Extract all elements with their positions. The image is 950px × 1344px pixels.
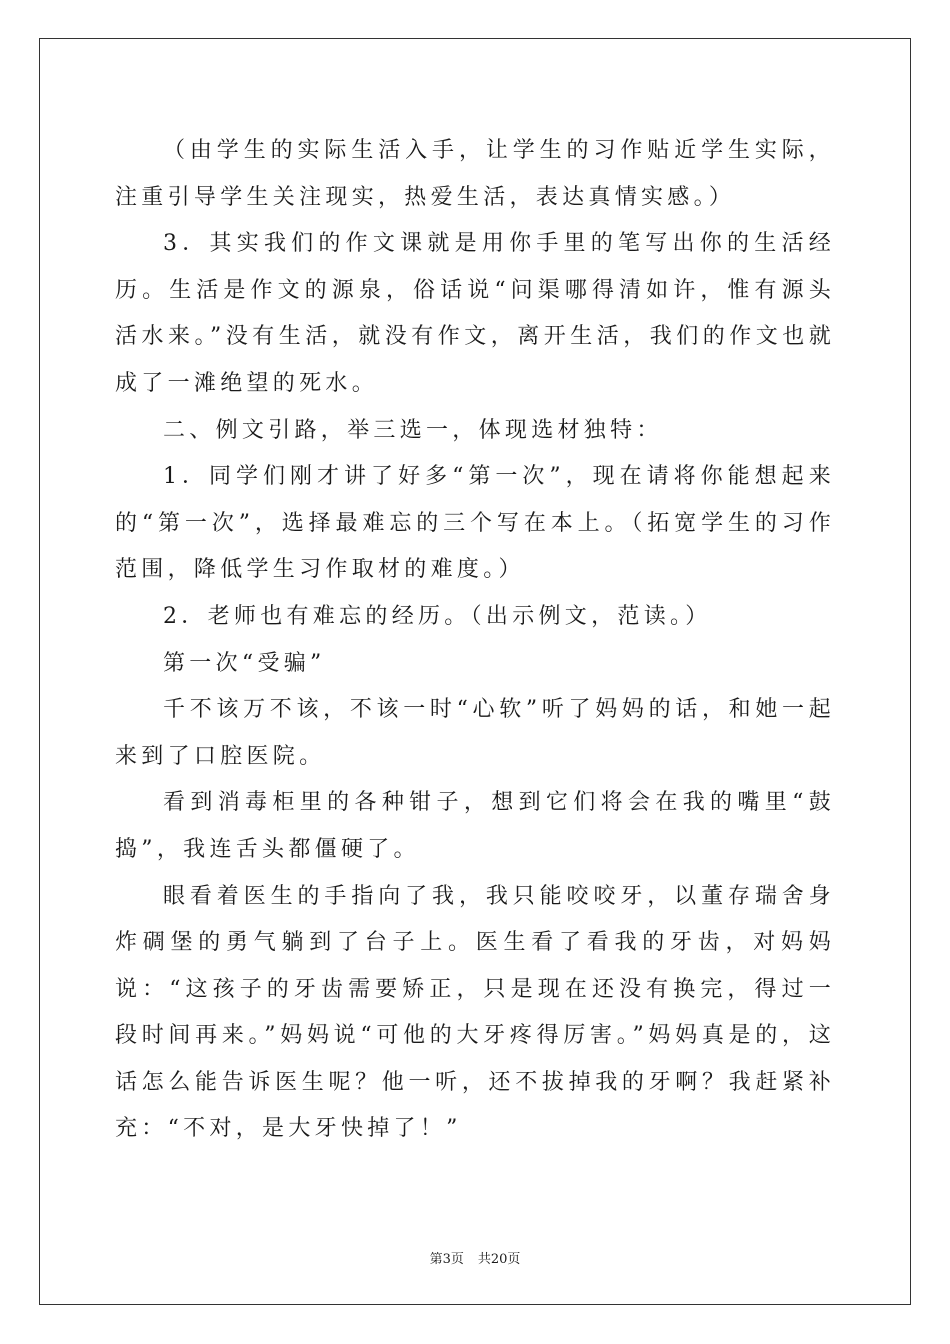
paragraph: 二、例文引路，举三选一，体现选材独特： <box>163 417 663 443</box>
paragraph: 看到消毒柜里的各种钳子，想到它们将会在我的嘴里“鼓捣”，我连舌头都僵硬了。 <box>115 790 835 862</box>
paragraph: （由学生的实际生活入手，让学生的习作贴近学生实际，注重引导学生关注现实，热爱生活，表达真情实感。） <box>115 138 835 210</box>
current-page-number: 第3页 <box>429 1252 464 1267</box>
page-footer <box>0 1248 950 1267</box>
paragraph: 眼看着医生的手指向了我，我只能咬咬牙，以董存瑞舍身炸碉堡的勇气躺到了台子上。医生看了看我的牙齿，对妈妈说：“这孩子的牙齿需要矫正，只是现在还没有换完，得过一段时间再来。”妈妈说“可他的大牙疼得厉害。”妈妈真是的，这话怎么能告诉医生呢？他一听，还不拔掉我的牙啊？我赶紧补充：“不对，是大牙快掉了！” <box>115 883 835 1142</box>
paragraph: 3．其实我们的作文课就是用你手里的笔写出你的生活经历。生活是作文的源泉，俗话说“问渠哪得清如许，惟有源头活水来。”没有生活，就没有作文，离开生活，我们的作文也就成了一滩绝望的死水。 <box>115 231 835 396</box>
paragraph: 千不该万不该，不该一时“心软”听了妈妈的话，和她一起来到了口腔医院。 <box>115 697 835 769</box>
example-title: 第一次“受骗” <box>163 650 326 676</box>
paragraph: 2．老师也有难忘的经历。（出示例文，范读。） <box>163 603 712 629</box>
paragraph: 1．同学们刚才讲了好多“第一次”，现在请将你能想起来的“第一次”，选择最难忘的三个写在本上。（拓宽学生的习作范围，降低学生习作取材的难度。） <box>115 464 835 583</box>
document-body <box>115 128 835 1153</box>
total-page-count: 共20页 <box>477 1252 521 1267</box>
